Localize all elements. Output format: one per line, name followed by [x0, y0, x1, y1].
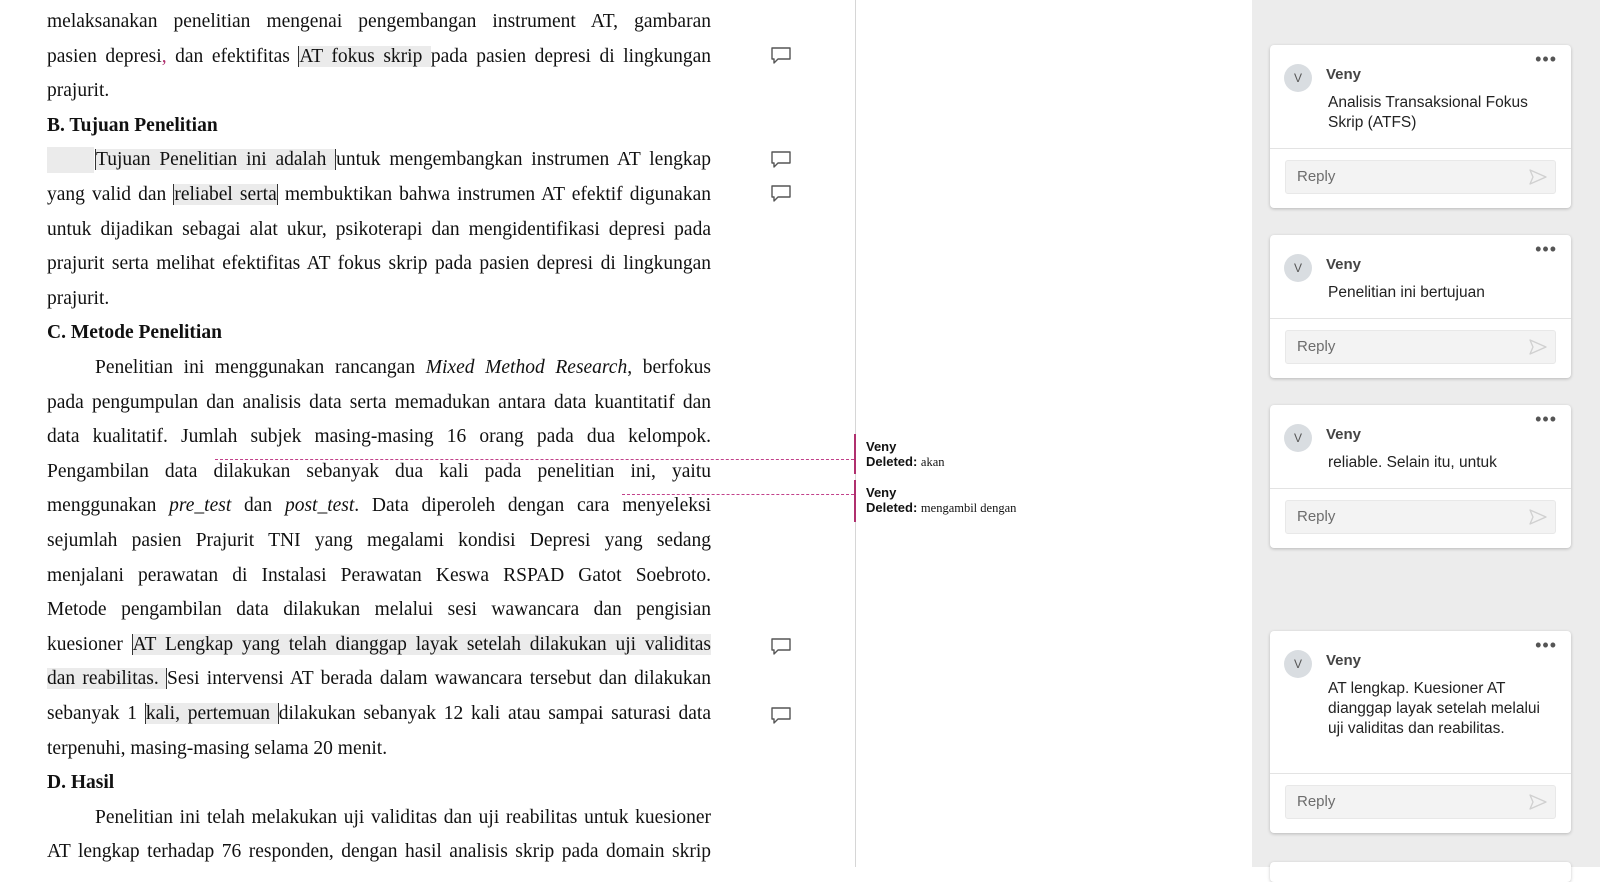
- text-line[interactable]: [47, 282, 711, 316]
- text-run: pre_test: [169, 495, 232, 517]
- deletion-connector: [215, 459, 854, 460]
- change-bar: [854, 434, 856, 474]
- text-run: membuktikan bahwa instrumen AT efektif digunakan: [277, 184, 711, 205]
- deletion-author: Veny: [866, 439, 897, 454]
- text-run: prajurit.: [47, 80, 110, 102]
- send-arrow-icon[interactable]: [1529, 509, 1547, 525]
- text-run: D. Hasil: [47, 772, 115, 794]
- text-line[interactable]: [47, 628, 711, 662]
- text-run: menjalani perawatan di Instalasi Perawatan Keswa RSPAD Gatot Soebroto.: [47, 564, 711, 586]
- more-options-icon[interactable]: •••: [1535, 635, 1557, 655]
- comment-header: [1270, 235, 1571, 319]
- comment-author: Veny: [1326, 66, 1362, 83]
- text-line[interactable]: [47, 213, 711, 247]
- comment-author: Veny: [1326, 652, 1362, 669]
- text-run: C. Metode Penelitian: [47, 322, 222, 344]
- inserted-mark: ,: [161, 45, 167, 67]
- reply-input[interactable]: [1285, 160, 1556, 194]
- indent-highlight: [47, 147, 94, 173]
- commented-text: dan reabilitas.: [47, 668, 167, 690]
- comment-text: Penelitian ini bertujuan: [1328, 284, 1485, 301]
- text-run: , berfokus: [627, 357, 711, 378]
- markup-margin: [855, 0, 1253, 867]
- comment-card[interactable]: [1270, 631, 1571, 833]
- text-run: dan efektifitas: [166, 45, 299, 67]
- deletion-author: Veny: [866, 485, 897, 500]
- more-options-icon[interactable]: •••: [1535, 409, 1557, 429]
- avatar: V: [1284, 650, 1312, 678]
- text-run: pasien depresi: [47, 45, 162, 67]
- text-line[interactable]: [47, 40, 711, 74]
- reply-placeholder: Reply: [1297, 168, 1336, 185]
- comment-card-partial[interactable]: [1270, 862, 1571, 882]
- speech-bubble-icon[interactable]: [770, 184, 792, 204]
- more-options-icon[interactable]: •••: [1535, 49, 1557, 69]
- text-run: terpenuhi, masing-masing selama 20 menit.: [47, 737, 388, 759]
- text-run: Pengambilan data dilakukan sebanyak dua kali pada penelitian ini, yaitu: [47, 460, 711, 482]
- text-run: melaksanakan penelitian mengenai pengembangan instrument AT, gambaran: [47, 11, 711, 32]
- send-arrow-icon[interactable]: [1529, 169, 1547, 185]
- text-line[interactable]: [47, 489, 711, 523]
- text-line[interactable]: [47, 74, 711, 108]
- reply-input[interactable]: [1285, 330, 1556, 364]
- reply-input[interactable]: [1285, 785, 1556, 819]
- text-line[interactable]: [95, 351, 711, 385]
- comment-header: [1270, 45, 1571, 149]
- send-arrow-icon[interactable]: [1529, 794, 1547, 810]
- comment-text: reliable. Selain itu, untuk: [1328, 454, 1497, 471]
- text-line[interactable]: [47, 420, 711, 454]
- text-line[interactable]: [47, 732, 711, 766]
- text-run: sejumlah pasien Prajurit TNI yang megalami kondisi Depresi yang sedang: [47, 530, 711, 551]
- deletion-connector: [622, 494, 854, 495]
- text-run: dilakukan sebanyak 12 kali atau sampai saturasi data: [278, 703, 711, 724]
- send-arrow-icon[interactable]: [1529, 339, 1547, 355]
- text-line[interactable]: [47, 386, 711, 420]
- comment-author: Veny: [1326, 256, 1362, 273]
- text-run: B. Tujuan Penelitian: [47, 114, 218, 136]
- text-line[interactable]: [47, 5, 711, 39]
- section-heading[interactable]: [47, 109, 711, 143]
- comment-text: Analisis Transaksional Fokus Skrip (ATFS): [1328, 94, 1528, 131]
- commented-text: AT Lengkap yang telah dianggap layak setelah dilakukan uji validitas: [132, 633, 711, 655]
- text-run: menggunakan: [47, 495, 170, 517]
- text-line[interactable]: [47, 524, 711, 558]
- deleted-text: akan: [920, 455, 945, 469]
- text-line[interactable]: [47, 662, 711, 696]
- text-run: prajurit serta melihat efektifitas AT fokus skrip pada pasien depresi di lingkungan: [47, 253, 711, 275]
- comment-card[interactable]: [1270, 45, 1571, 208]
- section-heading[interactable]: [47, 766, 711, 800]
- text-run: Sesi intervensi AT berada dalam wawancara tersebut dan dilakukan: [167, 668, 712, 690]
- speech-bubble-icon[interactable]: [770, 46, 792, 66]
- deletion-balloon[interactable]: [866, 485, 1016, 516]
- text-run: data kualitatif. Jumlah subjek masing-masing 16 orang pada dua kelompok.: [47, 426, 711, 448]
- commented-text: reliabel serta: [174, 184, 277, 205]
- text-line[interactable]: [47, 178, 711, 212]
- commented-text: AT fokus skrip: [299, 45, 431, 67]
- text-run: yang valid dan: [47, 184, 174, 205]
- text-run: pada pengumpulan dan analisis data serta memadukan antara data kuantitatif dan: [47, 391, 711, 413]
- section-heading[interactable]: [47, 316, 711, 350]
- comment-author: Veny: [1326, 426, 1362, 443]
- text-run: post_test: [284, 495, 355, 517]
- comment-header: [1270, 631, 1571, 774]
- avatar: V: [1284, 424, 1312, 452]
- deletion-balloon[interactable]: [866, 439, 945, 470]
- text-line[interactable]: [95, 801, 711, 835]
- avatar: V: [1284, 254, 1312, 282]
- text-run: Penelitian ini telah melakukan uji validitas dan uji reabilitas untuk kuesioner: [95, 806, 711, 828]
- text-run: AT lengkap terhadap 76 responden, dengan hasil analisis skrip pada domain skrip: [47, 841, 711, 863]
- change-bar: [854, 480, 856, 522]
- text-line[interactable]: [47, 835, 711, 869]
- comment-header: [1270, 405, 1571, 489]
- comment-text: AT lengkap. Kuesioner AT dianggap layak setelah melalui uji validitas dan reabilitas.: [1328, 680, 1540, 737]
- text-run: . Data diperoleh dengan cara menyeleksi: [354, 495, 712, 517]
- text-run: Metode pengambilan data dilakukan melalui sesi wawancara dan pengisian: [47, 599, 711, 621]
- text-run: untuk mengembangkan instrumen AT lengkap: [336, 149, 711, 171]
- avatar: V: [1284, 64, 1312, 92]
- text-line[interactable]: [47, 593, 711, 627]
- speech-bubble-icon[interactable]: [770, 706, 792, 726]
- deletion-label: Deleted:: [866, 500, 918, 515]
- speech-bubble-icon[interactable]: [770, 150, 792, 170]
- reply-placeholder: Reply: [1297, 338, 1336, 355]
- text-run: pada pasien depresi di lingkungan: [430, 45, 711, 67]
- reply-placeholder: Reply: [1297, 793, 1336, 810]
- reply-input[interactable]: [1285, 500, 1556, 534]
- text-run: untuk dijadikan sebagai alat ukur, psikoterapi dan mengidentifikasi depresi pada: [47, 218, 711, 240]
- text-line[interactable]: [47, 697, 711, 731]
- text-line[interactable]: [47, 559, 711, 593]
- text-run: Mixed Method Research: [425, 357, 628, 378]
- text-run: sebanyak 1: [47, 703, 145, 724]
- commented-text: kali, pertemuan: [145, 703, 278, 724]
- more-options-icon[interactable]: •••: [1535, 239, 1557, 259]
- text-run: Penelitian ini menggunakan rancangan: [95, 357, 426, 378]
- text-run: dan: [231, 495, 285, 517]
- text-run: kuesioner: [47, 633, 132, 655]
- reply-placeholder: Reply: [1297, 508, 1336, 525]
- comment-card[interactable]: [1270, 235, 1571, 378]
- speech-bubble-icon[interactable]: [770, 637, 792, 657]
- text-run: prajurit.: [47, 287, 110, 309]
- deletion-label: Deleted:: [866, 454, 918, 469]
- text-line[interactable]: [47, 247, 711, 281]
- text-line[interactable]: [95, 143, 711, 177]
- commented-text: Tujuan Penelitian ini adalah: [96, 149, 336, 171]
- comment-card[interactable]: [1270, 405, 1571, 548]
- deleted-text: mengambil dengan: [920, 501, 1017, 515]
